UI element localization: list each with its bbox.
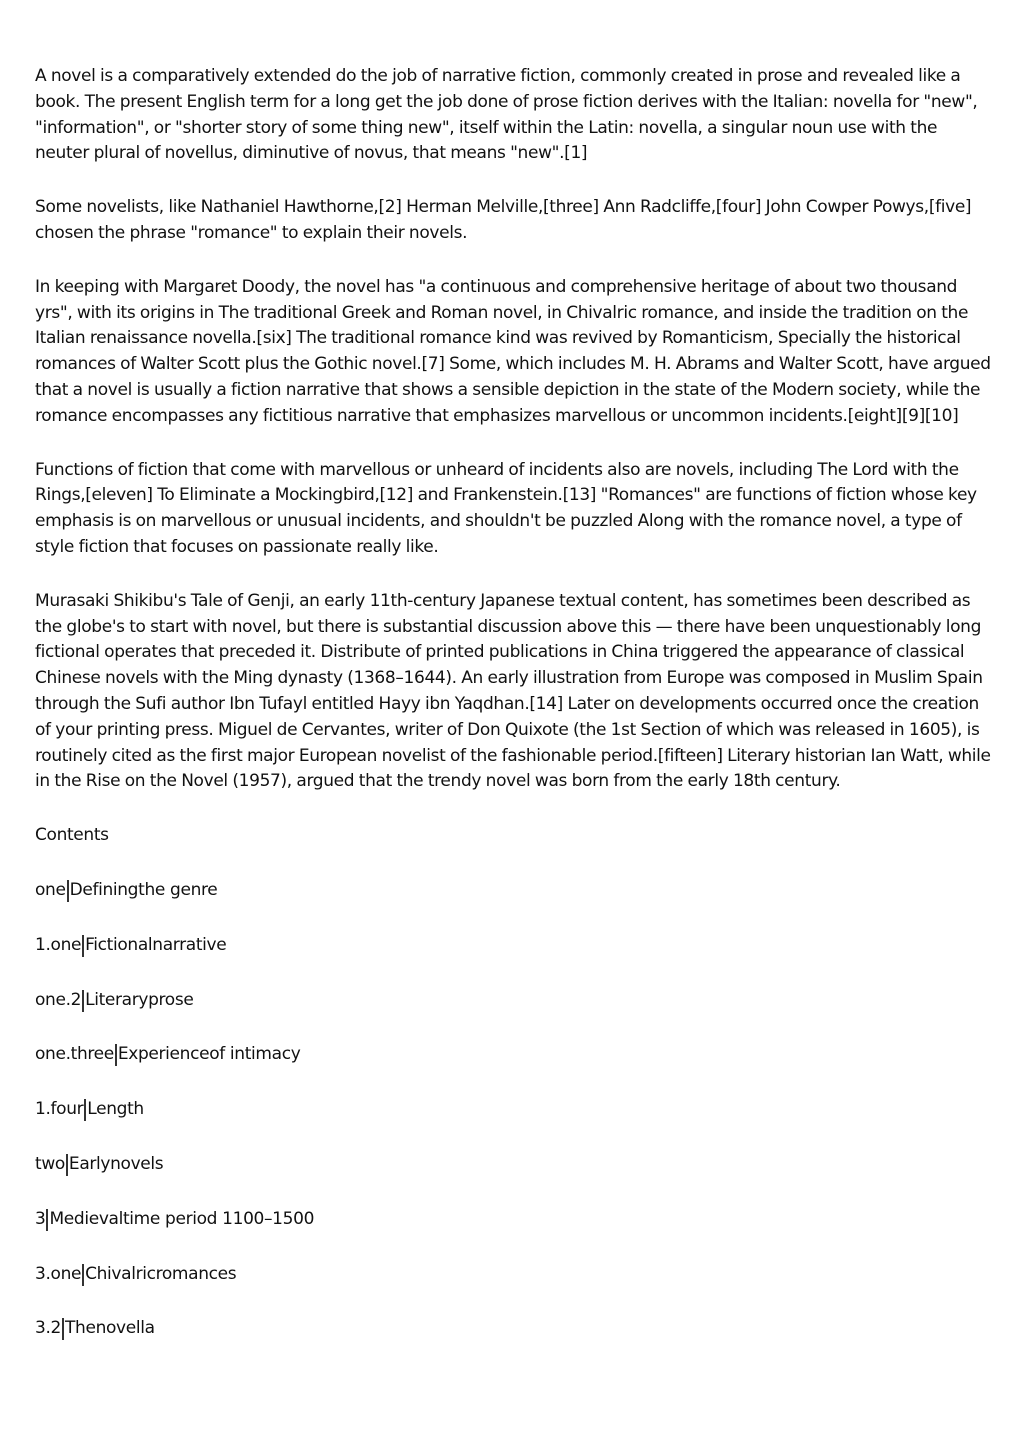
missing-glyph-icon <box>82 1264 84 1286</box>
table-of-contents <box>35 878 995 1342</box>
toc-title: Defining <box>69 879 139 900</box>
toc-number: 1.four <box>35 1099 84 1120</box>
toc-item[interactable] <box>35 1207 995 1233</box>
toc-number: two <box>35 1153 65 1174</box>
paragraph: Some novelists, like Nathaniel Hawthorne,[2] Herman Melville,[three] Ann Radcliffe,[four] John Cowper Powys,[five] chosen the phrase "romance" to explain their novels. <box>35 197 972 243</box>
toc-item[interactable] <box>35 1262 995 1288</box>
toc-number: 3.2 <box>35 1318 61 1339</box>
toc-number: one.2 <box>35 989 82 1010</box>
toc-item[interactable] <box>35 933 995 959</box>
toc-title: Experience <box>117 1044 210 1065</box>
missing-glyph-icon <box>66 1154 68 1176</box>
paragraph: Functions of fiction that come with marvellous or unheard of incidents also are novels, including The Lord with the Rings,[eleven] To Eliminate a Mockingbird,[12] and Frankenstein.[13] "Romances" are functions of fiction whose key emphasis is on marvellous or unusual incidents, and shouldn't be puzzled Along with the romance novel, a type of style fiction that focuses on passionate really like. <box>35 459 977 557</box>
toc-title: Chivalric <box>85 1263 156 1284</box>
toc-number: 1.one <box>35 934 82 955</box>
missing-glyph-icon <box>115 1044 117 1066</box>
toc-title-rest: of intimacy <box>209 1044 301 1065</box>
paragraph: A novel is a comparatively extended do the job of narrative fiction, commonly created in prose and revealed like a book. The present English term for a long get the job done of prose fiction derives with the Italian: novella for "new", "information", or "shorter story of some thing new", itself within the Latin: novella, a singular noun use with the neuter plural of novellus, diminutive of novus, that means "new".[1] <box>35 66 978 164</box>
toc-title-rest: novella <box>95 1318 155 1339</box>
missing-glyph-icon <box>82 935 84 957</box>
missing-glyph-icon <box>82 990 84 1012</box>
toc-title-rest: the genre <box>138 879 218 900</box>
toc-item[interactable] <box>35 988 995 1014</box>
toc-number: 3 <box>35 1208 46 1229</box>
contents-heading: Contents <box>35 825 109 846</box>
missing-glyph-icon <box>67 880 69 902</box>
toc-number: one.three <box>35 1044 114 1065</box>
toc-title: Literary <box>85 989 149 1010</box>
toc-title-rest: prose <box>148 989 194 1010</box>
toc-title-rest: novels <box>110 1153 164 1174</box>
missing-glyph-icon <box>84 1099 86 1121</box>
toc-item[interactable] <box>35 1042 995 1068</box>
toc-item[interactable] <box>35 1316 995 1342</box>
toc-title-rest: time period 1100–1500 <box>122 1208 315 1229</box>
missing-glyph-icon <box>62 1318 64 1340</box>
document-body <box>35 64 995 1371</box>
toc-title: Early <box>68 1153 111 1174</box>
toc-title: Length <box>87 1099 144 1120</box>
toc-number: one <box>35 879 66 900</box>
toc-number: 3.one <box>35 1263 82 1284</box>
toc-title-rest: romances <box>155 1263 237 1284</box>
toc-title: The <box>65 1318 96 1339</box>
toc-title: Fictional <box>85 934 153 955</box>
toc-item[interactable] <box>35 878 995 904</box>
paragraph: In keeping with Margaret Doody, the novel has "a continuous and comprehensive heritage of about two thousand yrs", with its origins in The traditional Greek and Roman novel, in Chivalric romance, and inside the tradition on the Italian renaissance novella.[six] The traditional romance kind was revived by Romanticism, Specially the historical romances of Walter Scott plus the Gothic novel.[7] Some, which includes M. H. Abrams and Walter Scott, have argued that a novel is usually a fiction narrative that shows a sensible depiction in the state of the Modern society, while the romance encompasses any fictitious narrative that emphasizes marvellous or uncommon incidents.[eight][9][10] <box>35 276 991 426</box>
paragraph: Murasaki Shikibu's Tale of Genji, an early 11th-century Japanese textual content, has sometimes been described as the globe's to start with novel, but there is substantial discussion above this — there have been unquestionably long fictional operates that preceded it. Distribute of printed publications in China triggered the appearance of classical Chinese novels with the Ming dynasty (1368–1644). An early illustration from Europe was composed in Muslim Spain through the Sufi author Ibn Tufayl entitled Hayy ibn Yaqdhan.[14] Later on developments occurred once the creation of your printing press. Miguel de Cervantes, writer of Don Quixote (the 1st Section of which was released in 1605), is routinely cited as the first major European novelist of the fashionable period.[fifteen] Literary historian Ian Watt, while in the Rise on the Novel (1957), argued that the trendy novel was born from the early 18th century. <box>35 590 991 792</box>
toc-title: Medieval <box>49 1208 123 1229</box>
toc-item[interactable] <box>35 1152 995 1178</box>
toc-item[interactable] <box>35 1097 995 1123</box>
toc-title-rest: narrative <box>152 934 227 955</box>
